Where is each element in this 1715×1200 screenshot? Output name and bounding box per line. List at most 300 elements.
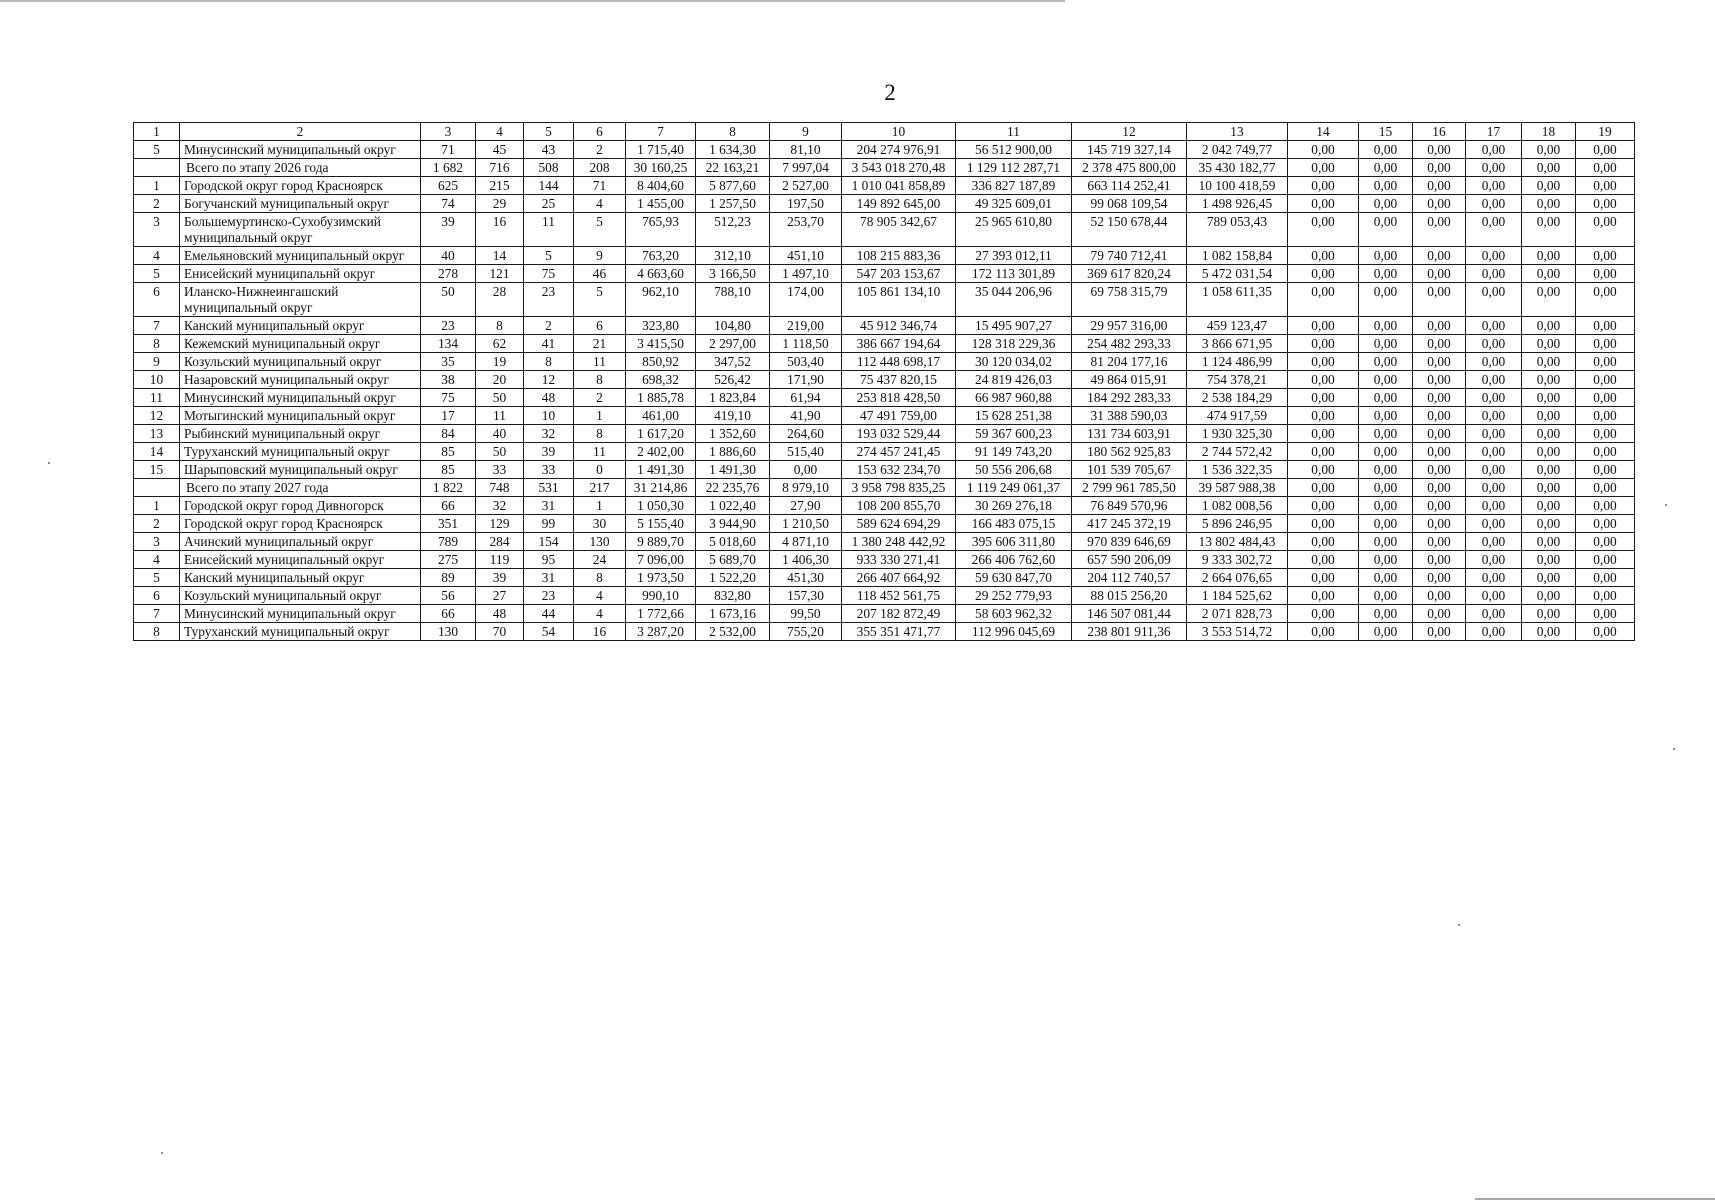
district-name: Большемуртинско-Сухобузимский муниципальный округ: [180, 213, 421, 247]
cell-col-14: 0,00: [1288, 141, 1359, 159]
cell-col-8: 5 018,60: [696, 533, 770, 551]
cell-col-15: 0,00: [1359, 195, 1413, 213]
cell-col-10: 78 905 342,67: [842, 213, 956, 247]
cell-col-19: 0,00: [1576, 587, 1635, 605]
table-row: [134, 587, 1635, 605]
cell-col-16: 0,00: [1413, 141, 1466, 159]
cell-col-15: 0,00: [1359, 497, 1413, 515]
scan-speck: [1665, 504, 1667, 506]
cell-col-17: 0,00: [1466, 317, 1522, 335]
table-row: [134, 425, 1635, 443]
cell-col-4: 215: [476, 177, 524, 195]
cell-col-15: 0,00: [1359, 283, 1413, 317]
row-number: 5: [134, 569, 180, 587]
cell-col-4: 20: [476, 371, 524, 389]
cell-col-18: 0,00: [1522, 159, 1576, 177]
cell-col-16: 0,00: [1413, 213, 1466, 247]
cell-col-9: 4 871,10: [770, 533, 842, 551]
cell-col-17: 0,00: [1466, 569, 1522, 587]
cell-col-16: 0,00: [1413, 371, 1466, 389]
cell-col-17: 0,00: [1466, 515, 1522, 533]
cell-col-18: 0,00: [1522, 623, 1576, 641]
cell-col-11: 25 965 610,80: [956, 213, 1072, 247]
cell-col-11: 1 119 249 061,37: [956, 479, 1072, 497]
cell-col-8: 5 689,70: [696, 551, 770, 569]
cell-col-7: 1 491,30: [626, 461, 696, 479]
cell-col-8: 2 532,00: [696, 623, 770, 641]
cell-col-15: 0,00: [1359, 569, 1413, 587]
cell-col-7: 1 050,30: [626, 497, 696, 515]
cell-col-11: 395 606 311,80: [956, 533, 1072, 551]
cell-col-6: 30: [574, 515, 626, 533]
district-name: Канский муниципальный округ: [180, 569, 421, 587]
cell-col-3: 789: [421, 533, 476, 551]
column-number-13: 13: [1187, 123, 1288, 141]
cell-col-16: 0,00: [1413, 159, 1466, 177]
cell-col-5: 5: [524, 247, 574, 265]
cell-col-12: 88 015 256,20: [1072, 587, 1187, 605]
cell-col-13: 1 930 325,30: [1187, 425, 1288, 443]
cell-col-17: 0,00: [1466, 407, 1522, 425]
cell-col-5: 23: [524, 283, 574, 317]
cell-col-6: 46: [574, 265, 626, 283]
cell-col-9: 2 527,00: [770, 177, 842, 195]
cell-col-18: 0,00: [1522, 353, 1576, 371]
cell-col-4: 70: [476, 623, 524, 641]
cell-col-18: 0,00: [1522, 265, 1576, 283]
cell-col-14: 0,00: [1288, 623, 1359, 641]
cell-col-14: 0,00: [1288, 605, 1359, 623]
cell-col-16: 0,00: [1413, 177, 1466, 195]
data-table: [133, 122, 1635, 641]
scan-speck: [48, 462, 50, 464]
row-number: 2: [134, 515, 180, 533]
cell-col-14: 0,00: [1288, 177, 1359, 195]
cell-col-5: 508: [524, 159, 574, 177]
cell-col-3: 23: [421, 317, 476, 335]
column-number-3: 3: [421, 123, 476, 141]
cell-col-4: 19: [476, 353, 524, 371]
row-number: 3: [134, 533, 180, 551]
cell-col-13: 459 123,47: [1187, 317, 1288, 335]
cell-col-5: 39: [524, 443, 574, 461]
column-number-6: 6: [574, 123, 626, 141]
cell-col-19: 0,00: [1576, 389, 1635, 407]
cell-col-5: 12: [524, 371, 574, 389]
cell-col-9: 81,10: [770, 141, 842, 159]
cell-col-17: 0,00: [1466, 551, 1522, 569]
cell-col-4: 45: [476, 141, 524, 159]
row-number: 1: [134, 177, 180, 195]
cell-col-15: 0,00: [1359, 605, 1413, 623]
table-row: [134, 353, 1635, 371]
cell-col-3: 85: [421, 443, 476, 461]
cell-col-13: 2 664 076,65: [1187, 569, 1288, 587]
cell-col-8: 347,52: [696, 353, 770, 371]
table-row: [134, 317, 1635, 335]
cell-col-3: 1 822: [421, 479, 476, 497]
cell-col-12: 49 864 015,91: [1072, 371, 1187, 389]
cell-col-4: 62: [476, 335, 524, 353]
cell-col-13: 1 058 611,35: [1187, 283, 1288, 317]
cell-col-14: 0,00: [1288, 195, 1359, 213]
row-number: [134, 479, 180, 497]
cell-col-13: 35 430 182,77: [1187, 159, 1288, 177]
cell-col-3: 66: [421, 497, 476, 515]
cell-col-19: 0,00: [1576, 213, 1635, 247]
cell-col-15: 0,00: [1359, 443, 1413, 461]
cell-col-10: 112 448 698,17: [842, 353, 956, 371]
cell-col-4: 14: [476, 247, 524, 265]
cell-col-6: 6: [574, 317, 626, 335]
cell-col-16: 0,00: [1413, 265, 1466, 283]
district-name: Минусинский муниципальный округ: [180, 389, 421, 407]
cell-col-16: 0,00: [1413, 407, 1466, 425]
cell-col-8: 3 166,50: [696, 265, 770, 283]
cell-col-13: 13 802 484,43: [1187, 533, 1288, 551]
cell-col-13: 5 896 246,95: [1187, 515, 1288, 533]
cell-col-16: 0,00: [1413, 497, 1466, 515]
cell-col-17: 0,00: [1466, 159, 1522, 177]
cell-col-5: 33: [524, 461, 574, 479]
cell-col-17: 0,00: [1466, 443, 1522, 461]
cell-col-5: 48: [524, 389, 574, 407]
cell-col-6: 21: [574, 335, 626, 353]
cell-col-18: 0,00: [1522, 479, 1576, 497]
cell-col-5: 31: [524, 497, 574, 515]
cell-col-3: 39: [421, 213, 476, 247]
district-name: Рыбинский муниципальный округ: [180, 425, 421, 443]
cell-col-15: 0,00: [1359, 425, 1413, 443]
cell-col-4: 48: [476, 605, 524, 623]
column-number-12: 12: [1072, 123, 1187, 141]
cell-col-18: 0,00: [1522, 371, 1576, 389]
cell-col-14: 0,00: [1288, 497, 1359, 515]
cell-col-16: 0,00: [1413, 623, 1466, 641]
row-number: [134, 159, 180, 177]
cell-col-18: 0,00: [1522, 247, 1576, 265]
cell-col-9: 219,00: [770, 317, 842, 335]
cell-col-5: 41: [524, 335, 574, 353]
cell-col-6: 130: [574, 533, 626, 551]
cell-col-16: 0,00: [1413, 335, 1466, 353]
table-row: [134, 213, 1635, 247]
cell-col-3: 75: [421, 389, 476, 407]
cell-col-18: 0,00: [1522, 425, 1576, 443]
table-row: [134, 335, 1635, 353]
cell-col-13: 5 472 031,54: [1187, 265, 1288, 283]
cell-col-14: 0,00: [1288, 317, 1359, 335]
cell-col-13: 1 498 926,45: [1187, 195, 1288, 213]
cell-col-7: 3 415,50: [626, 335, 696, 353]
column-number-row: [134, 123, 1635, 141]
cell-col-18: 0,00: [1522, 443, 1576, 461]
district-name: Иланско-Нижнеингашский муниципальный округ: [180, 283, 421, 317]
cell-col-7: 1 455,00: [626, 195, 696, 213]
cell-col-18: 0,00: [1522, 283, 1576, 317]
cell-col-11: 172 113 301,89: [956, 265, 1072, 283]
cell-col-15: 0,00: [1359, 141, 1413, 159]
cell-col-16: 0,00: [1413, 569, 1466, 587]
cell-col-17: 0,00: [1466, 425, 1522, 443]
cell-col-5: 43: [524, 141, 574, 159]
cell-col-4: 50: [476, 389, 524, 407]
cell-col-19: 0,00: [1576, 461, 1635, 479]
row-number: 5: [134, 265, 180, 283]
cell-col-7: 698,32: [626, 371, 696, 389]
cell-col-6: 71: [574, 177, 626, 195]
column-number-16: 16: [1413, 123, 1466, 141]
cell-col-9: 8 979,10: [770, 479, 842, 497]
cell-col-7: 1 617,20: [626, 425, 696, 443]
cell-col-12: 131 734 603,91: [1072, 425, 1187, 443]
cell-col-7: 1 772,66: [626, 605, 696, 623]
cell-col-3: 56: [421, 587, 476, 605]
cell-col-9: 61,94: [770, 389, 842, 407]
column-number-10: 10: [842, 123, 956, 141]
cell-col-8: 832,80: [696, 587, 770, 605]
table-row: [134, 443, 1635, 461]
cell-col-17: 0,00: [1466, 195, 1522, 213]
cell-col-19: 0,00: [1576, 407, 1635, 425]
cell-col-7: 9 889,70: [626, 533, 696, 551]
cell-col-17: 0,00: [1466, 587, 1522, 605]
cell-col-8: 1 491,30: [696, 461, 770, 479]
row-number: 8: [134, 623, 180, 641]
cell-col-3: 130: [421, 623, 476, 641]
cell-col-16: 0,00: [1413, 283, 1466, 317]
row-number: 6: [134, 283, 180, 317]
cell-col-14: 0,00: [1288, 443, 1359, 461]
cell-col-16: 0,00: [1413, 247, 1466, 265]
cell-col-3: 17: [421, 407, 476, 425]
cell-col-9: 197,50: [770, 195, 842, 213]
cell-col-15: 0,00: [1359, 533, 1413, 551]
cell-col-7: 765,93: [626, 213, 696, 247]
row-number: 15: [134, 461, 180, 479]
cell-col-5: 144: [524, 177, 574, 195]
cell-col-8: 1 634,30: [696, 141, 770, 159]
cell-col-8: 1 352,60: [696, 425, 770, 443]
cell-col-18: 0,00: [1522, 177, 1576, 195]
table-row: [134, 265, 1635, 283]
cell-col-8: 1 522,20: [696, 569, 770, 587]
cell-col-13: 9 333 302,72: [1187, 551, 1288, 569]
cell-col-18: 0,00: [1522, 605, 1576, 623]
cell-col-12: 81 204 177,16: [1072, 353, 1187, 371]
cell-col-10: 386 667 194,64: [842, 335, 956, 353]
cell-col-4: 716: [476, 159, 524, 177]
cell-col-7: 850,92: [626, 353, 696, 371]
district-name: Минусинский муниципальный округ: [180, 141, 421, 159]
cell-col-10: 149 892 645,00: [842, 195, 956, 213]
cell-col-13: 1 536 322,35: [1187, 461, 1288, 479]
cell-col-12: 254 482 293,33: [1072, 335, 1187, 353]
cell-col-17: 0,00: [1466, 283, 1522, 317]
cell-col-7: 8 404,60: [626, 177, 696, 195]
cell-col-6: 2: [574, 389, 626, 407]
cell-col-11: 112 996 045,69: [956, 623, 1072, 641]
cell-col-12: 101 539 705,67: [1072, 461, 1187, 479]
cell-col-12: 145 719 327,14: [1072, 141, 1187, 159]
cell-col-18: 0,00: [1522, 533, 1576, 551]
cell-col-6: 5: [574, 213, 626, 247]
row-number: 1: [134, 497, 180, 515]
cell-col-12: 2 378 475 800,00: [1072, 159, 1187, 177]
cell-col-5: 154: [524, 533, 574, 551]
column-number-19: 19: [1576, 123, 1635, 141]
cell-col-6: 208: [574, 159, 626, 177]
cell-col-13: 2 538 184,29: [1187, 389, 1288, 407]
cell-col-15: 0,00: [1359, 353, 1413, 371]
cell-col-5: 2: [524, 317, 574, 335]
row-number: 7: [134, 317, 180, 335]
cell-col-14: 0,00: [1288, 389, 1359, 407]
cell-col-7: 1 885,78: [626, 389, 696, 407]
cell-col-10: 108 200 855,70: [842, 497, 956, 515]
cell-col-19: 0,00: [1576, 533, 1635, 551]
cell-col-16: 0,00: [1413, 461, 1466, 479]
cell-col-9: 174,00: [770, 283, 842, 317]
cell-col-19: 0,00: [1576, 623, 1635, 641]
cell-col-12: 369 617 820,24: [1072, 265, 1187, 283]
column-number-11: 11: [956, 123, 1072, 141]
cell-col-4: 28: [476, 283, 524, 317]
cell-col-13: 39 587 988,38: [1187, 479, 1288, 497]
cell-col-7: 7 096,00: [626, 551, 696, 569]
cell-col-19: 0,00: [1576, 371, 1635, 389]
cell-col-16: 0,00: [1413, 515, 1466, 533]
cell-col-4: 16: [476, 213, 524, 247]
district-name: Городской округ город Красноярск: [180, 177, 421, 195]
column-number-18: 18: [1522, 123, 1576, 141]
cell-col-11: 27 393 012,11: [956, 247, 1072, 265]
cell-col-10: 1 380 248 442,92: [842, 533, 956, 551]
cell-col-16: 0,00: [1413, 317, 1466, 335]
cell-col-3: 625: [421, 177, 476, 195]
cell-col-6: 5: [574, 283, 626, 317]
cell-col-13: 2 744 572,42: [1187, 443, 1288, 461]
district-name: Козульский муниципальный округ: [180, 353, 421, 371]
column-number-14: 14: [1288, 123, 1359, 141]
cell-col-17: 0,00: [1466, 389, 1522, 407]
cell-col-9: 171,90: [770, 371, 842, 389]
table-body: [134, 123, 1635, 641]
page-number: 2: [884, 80, 896, 105]
cell-col-10: 45 912 346,74: [842, 317, 956, 335]
cell-col-6: 1: [574, 497, 626, 515]
cell-col-19: 0,00: [1576, 141, 1635, 159]
cell-col-11: 30 120 034,02: [956, 353, 1072, 371]
cell-col-3: 71: [421, 141, 476, 159]
cell-col-14: 0,00: [1288, 407, 1359, 425]
cell-col-19: 0,00: [1576, 265, 1635, 283]
cell-col-15: 0,00: [1359, 587, 1413, 605]
cell-col-6: 9: [574, 247, 626, 265]
stage-total-label: Всего по этапу 2027 года: [180, 479, 421, 497]
cell-col-11: 56 512 900,00: [956, 141, 1072, 159]
cell-col-14: 0,00: [1288, 587, 1359, 605]
cell-col-8: 512,23: [696, 213, 770, 247]
cell-col-6: 8: [574, 425, 626, 443]
cell-col-14: 0,00: [1288, 461, 1359, 479]
cell-col-13: 754 378,21: [1187, 371, 1288, 389]
cell-col-10: 207 182 872,49: [842, 605, 956, 623]
cell-col-7: 461,00: [626, 407, 696, 425]
cell-col-3: 40: [421, 247, 476, 265]
cell-col-11: 59 367 600,23: [956, 425, 1072, 443]
cell-col-9: 451,10: [770, 247, 842, 265]
cell-col-16: 0,00: [1413, 389, 1466, 407]
cell-col-18: 0,00: [1522, 515, 1576, 533]
cell-col-18: 0,00: [1522, 587, 1576, 605]
cell-col-5: 99: [524, 515, 574, 533]
cell-col-11: 49 325 609,01: [956, 195, 1072, 213]
cell-col-10: 547 203 153,67: [842, 265, 956, 283]
cell-col-5: 44: [524, 605, 574, 623]
row-number: 13: [134, 425, 180, 443]
table-row: [134, 551, 1635, 569]
cell-col-5: 10: [524, 407, 574, 425]
cell-col-11: 166 483 075,15: [956, 515, 1072, 533]
column-number-4: 4: [476, 123, 524, 141]
cell-col-8: 2 297,00: [696, 335, 770, 353]
cell-col-3: 74: [421, 195, 476, 213]
cell-col-9: 1 210,50: [770, 515, 842, 533]
cell-col-8: 1 886,60: [696, 443, 770, 461]
cell-col-4: 32: [476, 497, 524, 515]
row-number: 8: [134, 335, 180, 353]
table-row: [134, 533, 1635, 551]
column-number-1: 1: [134, 123, 180, 141]
cell-col-14: 0,00: [1288, 265, 1359, 283]
cell-col-11: 1 129 112 287,71: [956, 159, 1072, 177]
district-name: Назаровский муниципальный округ: [180, 371, 421, 389]
cell-col-10: 933 330 271,41: [842, 551, 956, 569]
cell-col-6: 8: [574, 371, 626, 389]
cell-col-19: 0,00: [1576, 551, 1635, 569]
cell-col-10: 266 407 664,92: [842, 569, 956, 587]
cell-col-5: 31: [524, 569, 574, 587]
column-number-5: 5: [524, 123, 574, 141]
cell-col-14: 0,00: [1288, 515, 1359, 533]
cell-col-15: 0,00: [1359, 159, 1413, 177]
cell-col-11: 15 495 907,27: [956, 317, 1072, 335]
cell-col-10: 274 457 241,45: [842, 443, 956, 461]
cell-col-16: 0,00: [1413, 195, 1466, 213]
district-name: Шарыповский муниципальный округ: [180, 461, 421, 479]
cell-col-17: 0,00: [1466, 177, 1522, 195]
cell-col-13: 474 917,59: [1187, 407, 1288, 425]
cell-col-4: 11: [476, 407, 524, 425]
row-number: 11: [134, 389, 180, 407]
cell-col-17: 0,00: [1466, 623, 1522, 641]
row-number: 5: [134, 141, 180, 159]
cell-col-9: 27,90: [770, 497, 842, 515]
cell-col-17: 0,00: [1466, 371, 1522, 389]
cell-col-15: 0,00: [1359, 623, 1413, 641]
cell-col-19: 0,00: [1576, 317, 1635, 335]
row-number: 4: [134, 247, 180, 265]
cell-col-17: 0,00: [1466, 605, 1522, 623]
cell-col-7: 3 287,20: [626, 623, 696, 641]
cell-col-11: 66 987 960,88: [956, 389, 1072, 407]
cell-col-4: 39: [476, 569, 524, 587]
table-row: [134, 283, 1635, 317]
cell-col-5: 75: [524, 265, 574, 283]
cell-col-7: 1 973,50: [626, 569, 696, 587]
row-number: 12: [134, 407, 180, 425]
